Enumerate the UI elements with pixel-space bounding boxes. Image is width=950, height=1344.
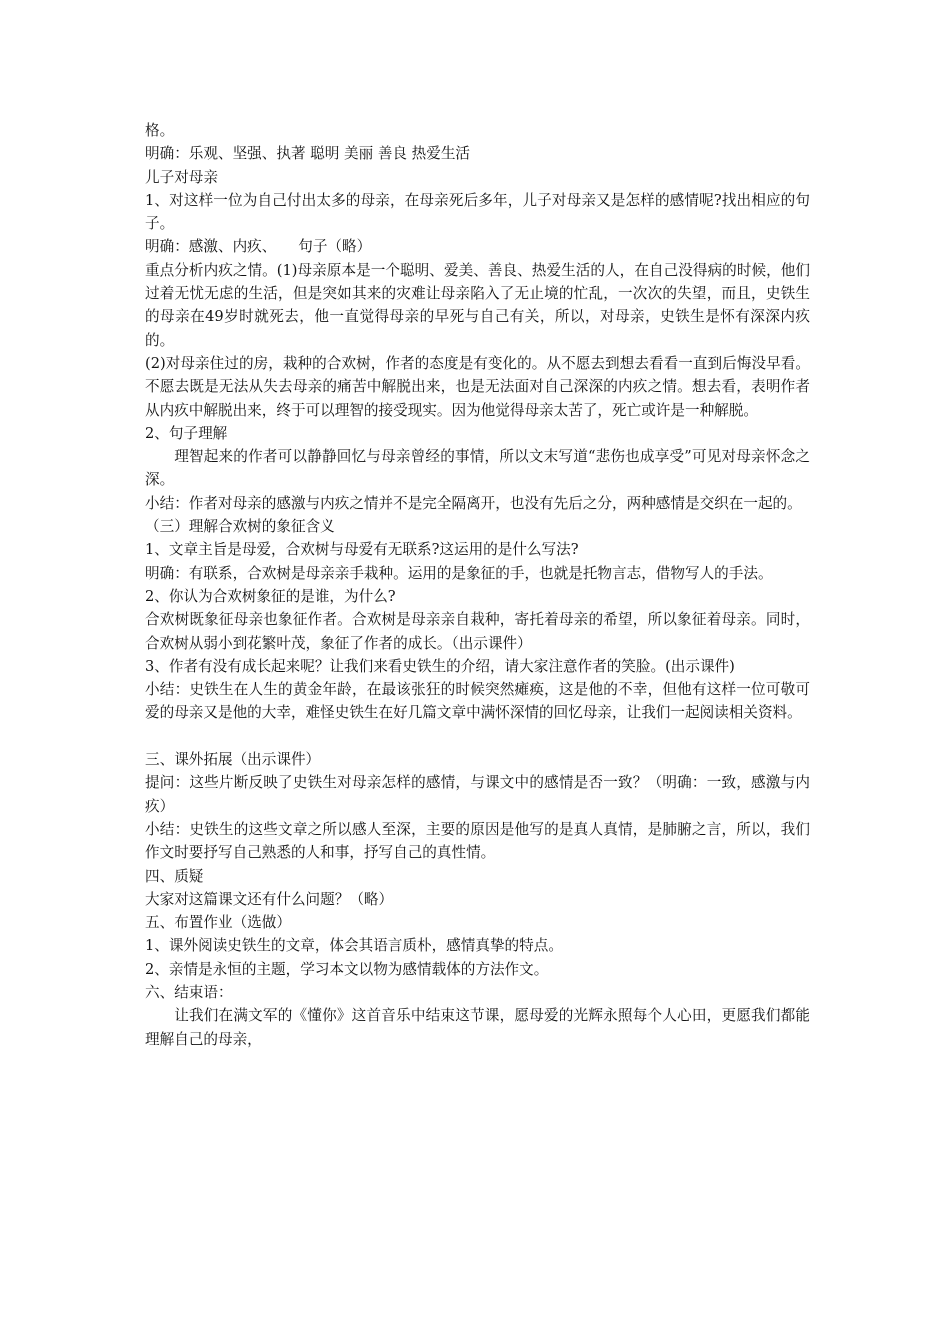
paragraph: (2)对母亲住过的房，栽种的合欢树，作者的态度是有变化的。从不愿去到想去看看一直到后悔没早看。不愿去既是无法从失去母亲的痛苦中解脱出来，也是无法面对自己深深的内疚之情。想去看，表明作者从内疚中解脱出来，终于可以理智的接受现实。因为他觉得母亲太苦了，死亡或许是一种解脱。 (145, 354, 810, 419)
answer: 合欢树既象征母亲也象征作者。合欢树是母亲亲自栽种，寄托着母亲的希望，所以象征着母亲。同时，合欢树从弱小到花繁叶茂，象征了作者的成长。（出示课件） (145, 611, 810, 652)
document-body (145, 119, 810, 1051)
paragraph: 大家对这篇课文还有什么问题？（略） (145, 890, 394, 908)
paragraph: 让我们在满文军的《懂你》这首音乐中结束这节课，愿母爱的光辉永照每个人心田，更愿我们都能理解自己的母亲， (145, 1007, 810, 1048)
answer: 明确：有联系，合欢树是母亲亲手栽种。运用的是象征的手，也就是托物言志，借物写人的手法。 (145, 564, 773, 582)
question: 提问：这些片断反映了史铁生对母亲怎样的感情，与课文中的感情是否一致？（明确：一致，感激与内疚） (145, 774, 810, 815)
question: 1、对这样一位为自己付出太多的母亲，在母亲死后多年，儿子对母亲又是怎样的感情呢?找出相应的句子。 (145, 191, 810, 233)
blank-line (145, 725, 810, 748)
section-heading: 三、课外拓展（出示课件） (145, 751, 321, 769)
summary: 小结：史铁生在人生的黄金年龄，在最该张狂的时候突然瘫痪，这是他的不幸，但他有这样一位可敬可爱的母亲又是他的大幸，难怪史铁生在好几篇文章中满怀深情的回忆母亲，让我们一起阅读相关资料。 (145, 681, 810, 722)
question: 3、作者有没有成长起来呢？让我们来看史铁生的介绍，请大家注意作者的笑脸。(出示课件) (145, 657, 735, 675)
question: 2、你认为合欢树象征的是谁，为什么? (145, 587, 396, 605)
section-heading: 六、结束语： (145, 983, 233, 1001)
section-heading: 儿子对母亲 (145, 168, 218, 186)
section-heading: （三）理解合欢树的象征含义 (145, 518, 335, 536)
paragraph: 重点分析内疚之情。(1)母亲原本是一个聪明、爱美、善良、热爱生活的人，在自己没得病的时候，他们过着无忧无虑的生活，但是突如其来的灾难让母亲陷入了无止境的忙乱，一次次的失望，而且，史铁生的母亲在49岁时就死去，他一直觉得母亲的早死与自己有关，所以，对母亲，史铁生是怀有深深内疚的。 (145, 261, 810, 349)
section-heading: 2、句子理解 (145, 424, 228, 442)
summary: 小结：作者对母亲的感激与内疚之情并不是完全隔离开，也没有先后之分，两种感情是交织在一起的。 (145, 494, 802, 512)
summary: 小结：史铁生的这些文章之所以感人至深，主要的原因是他写的是真人真情，是肺腑之言，所以，我们作文时要抒写自己熟悉的人和事，抒写自己的真性情。 (145, 820, 810, 862)
section-heading: 四、质疑 (145, 867, 204, 885)
paragraph: 格。 (145, 122, 175, 139)
list-item: 2、亲情是永恒的主题，学习本文以物为感情载体的方法作文。 (145, 960, 549, 978)
answer: 明确：感激、内疚、 句子（略） (145, 238, 372, 256)
section-heading: 五、布置作业（选做） (145, 914, 291, 932)
question: 1、文章主旨是母爱，合欢树与母爱有无联系?这运用的是什么写法? (145, 541, 579, 559)
paragraph: 理智起来的作者可以静静回忆与母亲曾经的事情，所以文末写道“悲伤也成享受”可见对母亲怀念之深。 (145, 448, 810, 489)
paragraph: 明确：乐观、坚强、执著 聪明 美丽 善良 热爱生活 (145, 145, 471, 163)
list-item: 1、课外阅读史铁生的文章，体会其语言质朴，感情真挚的特点。 (145, 937, 563, 955)
